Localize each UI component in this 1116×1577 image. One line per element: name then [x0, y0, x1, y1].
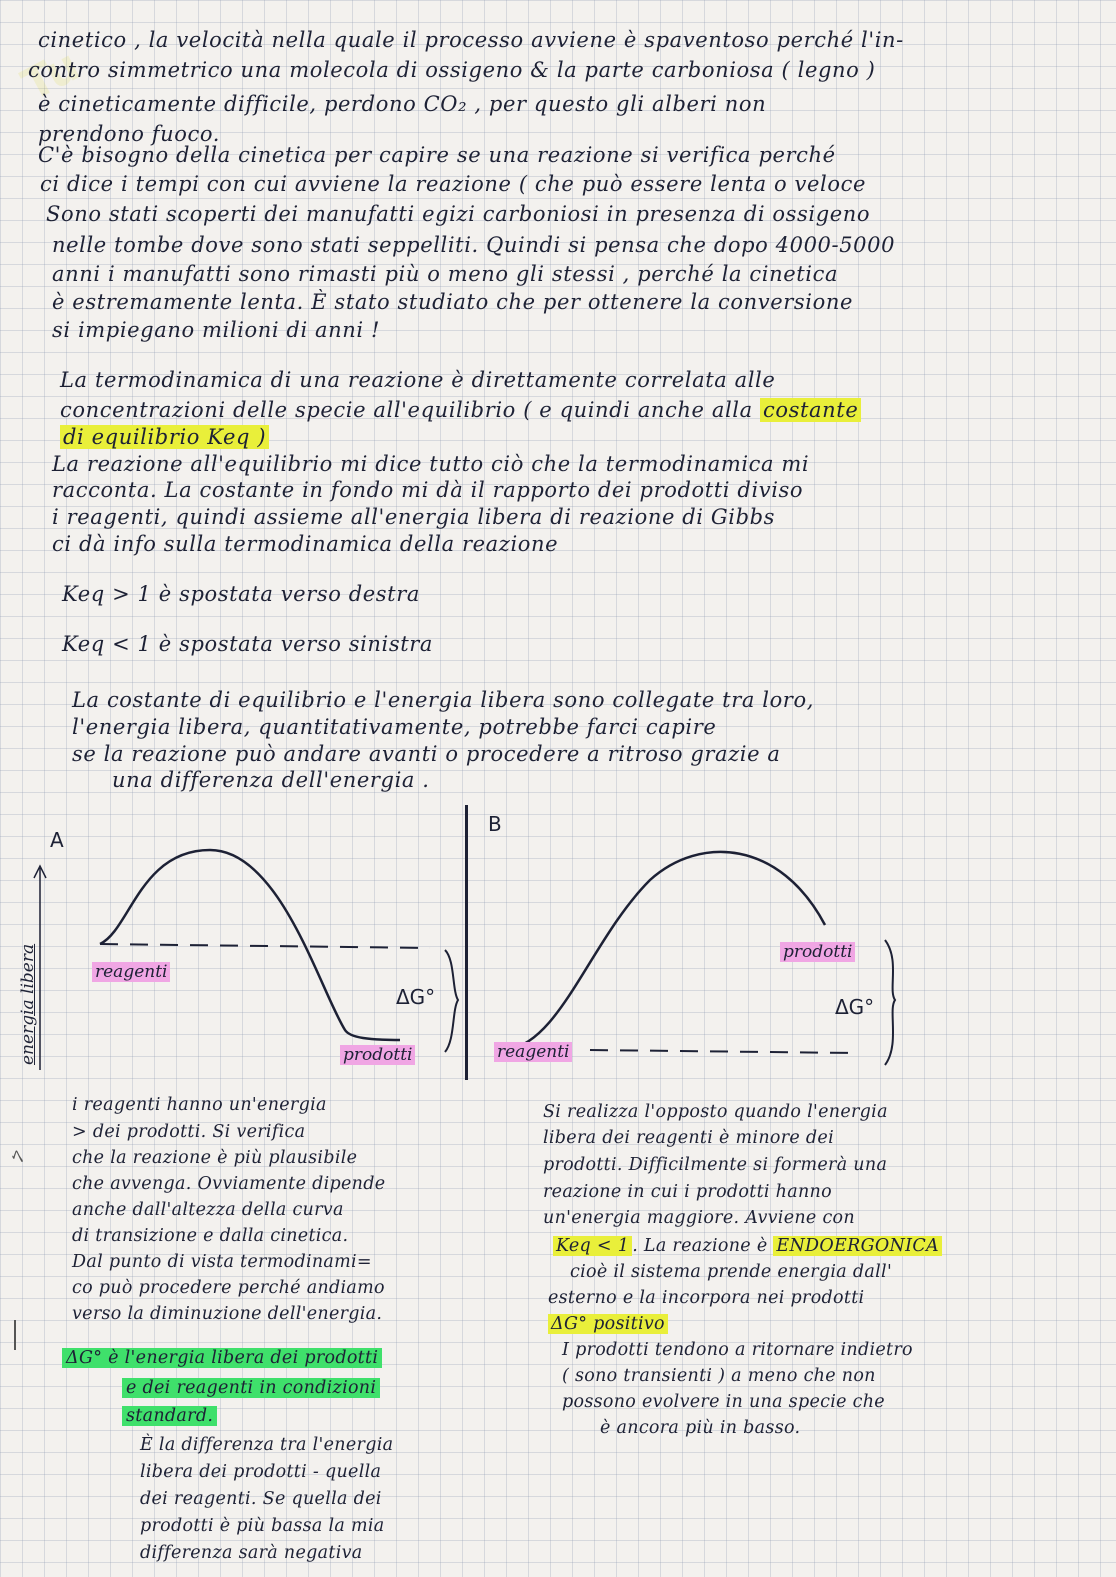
margin-line — [14, 1320, 16, 1350]
label-b: B — [488, 812, 502, 836]
left-col-line-2: > dei prodotti. Si verifica — [72, 1122, 306, 1142]
intro-line-7: Sono stati scoperti dei manufatti egizi carboniosi in presenza di ossigeno — [46, 202, 871, 226]
dg-definition-line-2 — [122, 1378, 380, 1398]
endoergonica-highlight: ENDOERGONICA — [773, 1236, 942, 1256]
right-col-line-2: libera dei reagenti è minore dei — [543, 1128, 834, 1148]
thermo-line-4: La reazione all'equilibrio mi dice tutto ciò che la termodinamica mi — [52, 452, 810, 476]
right-col-line-11: ( sono transienti ) a meno che non — [562, 1366, 876, 1386]
dg-b-label: ΔG° — [835, 995, 875, 1019]
thermo-line-6: i reagenti, quindi assieme all'energia libera di reazione di Gibbs — [52, 505, 776, 529]
left-col2-line-3: dei reagenti. Se quella dei — [140, 1489, 382, 1509]
right-col-line-4: reazione in cui i prodotti hanno — [543, 1182, 832, 1202]
keq-greater-line: Keq > 1 è spostata verso destra — [62, 582, 420, 606]
prodotti-b-highlight: prodotti — [780, 942, 855, 962]
left-col-line-5: anche dall'altezza della curva — [72, 1200, 344, 1220]
keq-highlight: di equilibrio Keq ) — [60, 425, 269, 449]
left-col-line-4: che avvenga. Ovviamente dipende — [72, 1174, 386, 1194]
gibbs-line-4: una differenza dell'energia . — [112, 768, 430, 792]
dg-definition-highlight-1: ΔG° è l'energia libera dei prodotti — [62, 1348, 382, 1368]
gibbs-line-1: La costante di equilibrio e l'energia libera sono collegate tra loro, — [72, 688, 814, 712]
left-col2-line-2: libera dei prodotti - quella — [140, 1462, 382, 1482]
right-col-line-3: prodotti. Difficilmente si formerà una — [543, 1155, 888, 1175]
right-col-line-9 — [548, 1314, 668, 1334]
label-a: A — [50, 828, 64, 852]
dg-positive-highlight: ΔG° positivo — [548, 1314, 668, 1334]
reagenti-b-label — [494, 1042, 572, 1062]
dg-b-brace — [885, 940, 895, 1065]
dg-definition-highlight-2: e dei reagenti in condizioni — [122, 1378, 380, 1398]
left-col2-line-5: differenza sarà negativa — [140, 1543, 363, 1563]
keq-less-line: Keq < 1 è spostata verso sinistra — [62, 632, 434, 656]
right-col-line-13: è ancora più in basso. — [600, 1418, 801, 1438]
dg-definition-line-1 — [62, 1348, 382, 1368]
right-col-line-12: possono evolvere in una specie che — [562, 1392, 885, 1412]
thermo-line-1: La termodinamica di una reazione è direttamente correlata alle — [60, 368, 776, 392]
thermo-line-5: racconta. La costante in fondo mi dà il rapporto dei prodotti diviso — [52, 478, 804, 502]
intro-line-3: è cineticamente difficile, perdono CO₂ , per questo gli alberi non — [38, 92, 767, 116]
curve-b — [505, 852, 825, 1050]
reagenti-a-label — [92, 962, 170, 982]
dg-definition-line-3 — [122, 1406, 217, 1426]
intro-line-1: cinetico , la velocità nella quale il processo avviene è spaventoso perché l'in- — [38, 28, 904, 52]
left-col-line-3: che la reazione è più plausibile — [72, 1148, 358, 1168]
dg-definition-highlight-3: standard. — [122, 1406, 217, 1426]
reagenti-b-dashed-line — [590, 1050, 855, 1053]
diagram-divider — [465, 805, 468, 1080]
left-col2-line-4: prodotti è più bassa la mia — [140, 1516, 385, 1536]
left-col-line-7: Dal punto di vista termodinami= — [72, 1252, 372, 1272]
prodotti-b-label — [780, 942, 855, 962]
left-col-line-1: i reagenti hanno un'energia — [72, 1095, 327, 1115]
dg-a-brace — [445, 950, 458, 1052]
y-axis-label: energia libera — [18, 943, 38, 1065]
left-col-line-6: di transizione e dalla cinetica. — [72, 1226, 349, 1246]
right-col-line-8: esterno e la incorpora nei prodotti — [548, 1288, 865, 1308]
reagenti-a-highlight: reagenti — [92, 962, 170, 982]
left-col2-line-1: È la differenza tra l'energia — [140, 1435, 394, 1455]
margin-scribble: ﾍ — [12, 1145, 24, 1170]
prodotti-a-highlight: prodotti — [340, 1045, 415, 1065]
right-col-line-6-mid: . La reazione è — [632, 1236, 768, 1256]
intro-line-2: contro simmetrico una molecola di ossigeno & la parte carboniosa ( legno ) — [28, 58, 876, 82]
left-col-line-9: verso la diminuzione dell'energia. — [72, 1304, 383, 1324]
intro-line-4: prendono fuoco. — [38, 122, 221, 146]
intro-line-6: ci dice i tempi con cui avviene la reazione ( che può essere lenta o veloce — [40, 172, 866, 196]
right-col-line-5: un'energia maggiore. Avviene con — [543, 1208, 855, 1228]
intro-line-9: anni i manufatti sono rimasti più o meno gli stessi , perché la cinetica — [52, 262, 839, 286]
reagenti-b-highlight: reagenti — [494, 1042, 572, 1062]
keq-less-highlight: Keq < 1 — [553, 1236, 632, 1256]
reagenti-a-dashed-line — [100, 944, 430, 948]
gibbs-line-2: l'energia libera, quantitativamente, potrebbe farci capire — [72, 715, 717, 739]
prodotti-a-label — [340, 1045, 415, 1065]
thermo-line-2-text: concentrazioni delle specie all'equilibrio ( e quindi anche alla — [60, 398, 753, 422]
gibbs-line-3: se la reazione può andare avanti o procedere a ritroso grazie a — [72, 742, 781, 766]
right-col-line-10: I prodotti tendono a ritornare indietro — [562, 1340, 913, 1360]
intro-line-11: si impiegano milioni di anni ! — [52, 318, 381, 342]
right-col-line-6 — [553, 1236, 942, 1256]
watermark-logo: Tu — [14, 39, 88, 112]
intro-line-10: è estremamente lenta. È stato studiato che per ottenere la conversione — [52, 290, 853, 314]
right-col-line-1: Si realizza l'opposto quando l'energia — [543, 1102, 888, 1122]
left-col-line-8: co può procedere perché andiamo — [72, 1278, 385, 1298]
intro-line-5: C'è bisogno della cinetica per capire se una reazione si verifica perché — [38, 143, 836, 167]
thermo-line-7: ci dà info sulla termodinamica della reazione — [52, 532, 559, 556]
intro-line-8: nelle tombe dove sono stati seppelliti. Quindi si pensa che dopo 4000-5000 — [52, 233, 896, 257]
right-col-line-7: cioè il sistema prende energia dall' — [570, 1262, 893, 1282]
costante-highlight: costante — [760, 398, 861, 422]
dg-a-label: ΔG° — [396, 985, 436, 1009]
